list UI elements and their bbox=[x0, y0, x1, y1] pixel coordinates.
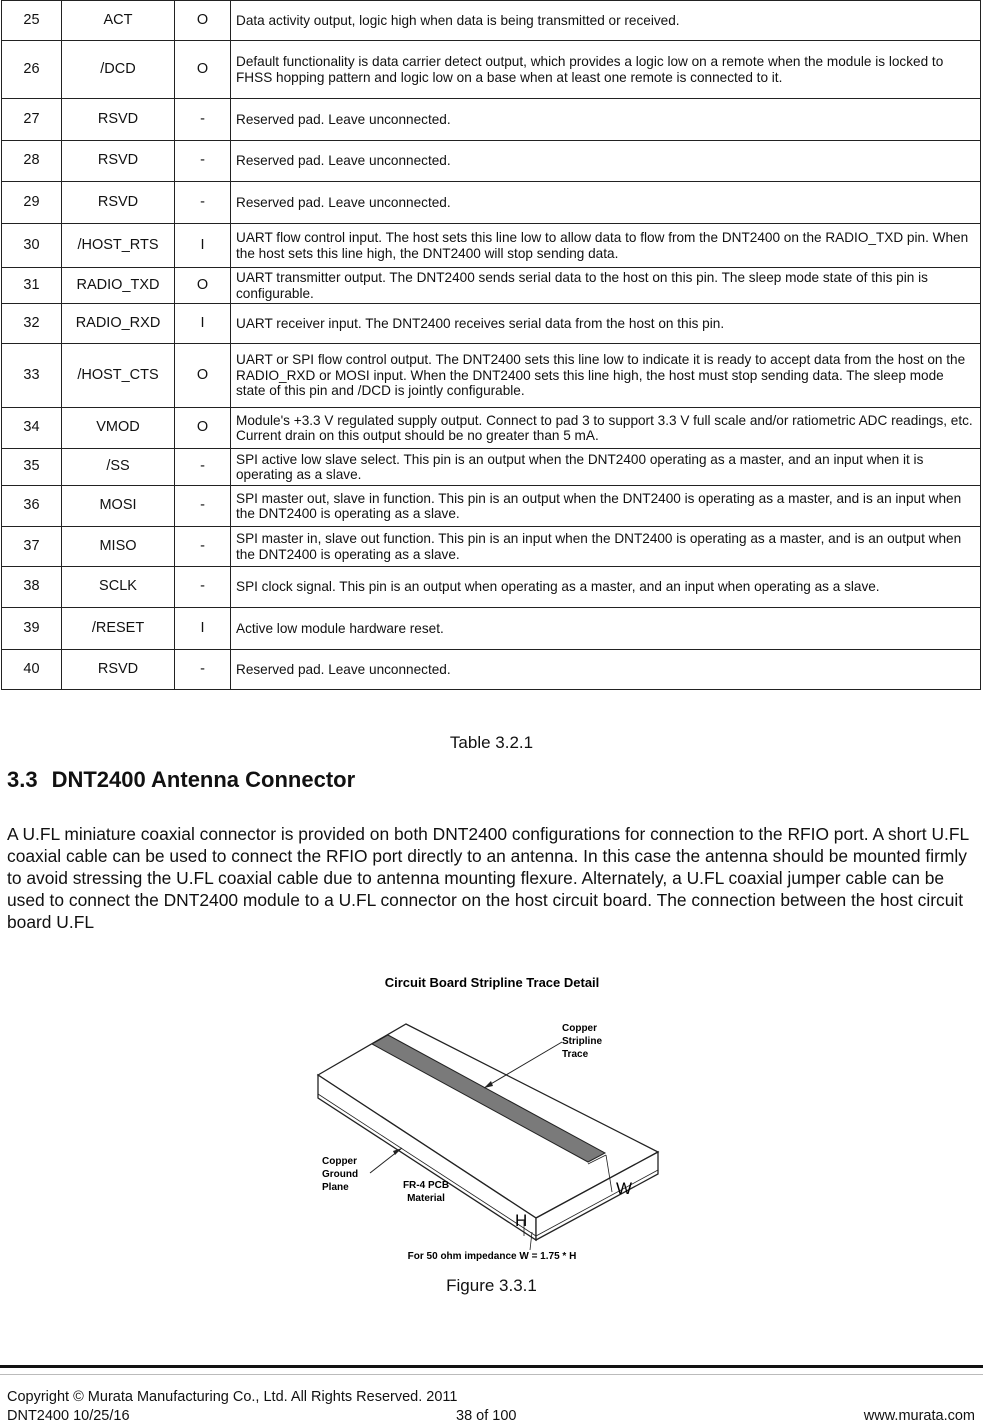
table-row bbox=[2, 99, 981, 141]
pin-number-cell: 32 bbox=[2, 304, 62, 344]
pin-name-cell: /RESET bbox=[62, 608, 175, 650]
footer-copyright: Copyright © Murata Manufacturing Co., Ltd. All Rights Reserved. 2011 bbox=[7, 1389, 458, 1405]
ground-label bbox=[322, 1156, 358, 1193]
trace-leader-line bbox=[484, 1042, 562, 1088]
figure-title: Circuit Board Stripline Trace Detail bbox=[384, 975, 600, 990]
table-row bbox=[2, 650, 981, 690]
pin-direction-cell: O bbox=[175, 344, 231, 408]
pin-direction-cell: I bbox=[175, 608, 231, 650]
pin-direction-cell: O bbox=[175, 268, 231, 304]
figure-caption: Figure 3.3.1 bbox=[446, 1276, 537, 1295]
pin-description-cell: Reserved pad. Leave unconnected. bbox=[231, 141, 981, 182]
pin-description-cell: UART flow control input. The host sets this line low to allow data to flow from the DNT2400 on the RADIO_TXD pin. When the host sets this line high, the DNT2400 will stop sending data. bbox=[231, 224, 981, 268]
section-heading bbox=[7, 767, 355, 793]
pin-description-cell: Active low module hardware reset. bbox=[231, 608, 981, 650]
pin-number-cell: 36 bbox=[2, 486, 62, 527]
h-dimension-label: H bbox=[515, 1211, 528, 1230]
pin-description-cell: SPI active low slave select. This pin is an output when the DNT2400 operating as a master, and an input when it is operating as a slave. bbox=[231, 449, 981, 486]
pin-number-cell: 38 bbox=[2, 567, 62, 608]
pin-description-cell: Data activity output, logic high when data is being transmitted or received. bbox=[231, 1, 981, 41]
ground-label-line2: Ground bbox=[322, 1169, 359, 1180]
pin-description-cell: SPI clock signal. This pin is an output when operating as a master, and an input when operating as a slave. bbox=[231, 567, 981, 608]
pin-number-cell: 37 bbox=[2, 527, 62, 567]
pin-number-cell: 33 bbox=[2, 344, 62, 408]
material-label-line1: FR-4 PCB bbox=[402, 1180, 450, 1191]
table-row bbox=[2, 224, 981, 268]
pin-name-cell: RSVD bbox=[62, 141, 175, 182]
pin-name-cell: ACT bbox=[62, 1, 175, 41]
table-row bbox=[2, 268, 981, 304]
pin-direction-cell: - bbox=[175, 527, 231, 567]
section-number: 3.3 bbox=[7, 767, 38, 792]
pin-description-table bbox=[1, 0, 981, 690]
pin-table-body bbox=[2, 1, 981, 690]
pin-direction-cell: - bbox=[175, 567, 231, 608]
table-row bbox=[2, 1, 981, 41]
pin-name-cell: /HOST_RTS bbox=[62, 224, 175, 268]
table-row bbox=[2, 486, 981, 527]
pin-number-cell: 34 bbox=[2, 408, 62, 449]
pin-name-cell: /HOST_CTS bbox=[62, 344, 175, 408]
pin-direction-cell: O bbox=[175, 41, 231, 99]
footer-divider-thin bbox=[0, 1374, 983, 1375]
pin-number-cell: 25 bbox=[2, 1, 62, 41]
pin-name-cell: /SS bbox=[62, 449, 175, 486]
pin-direction-cell: O bbox=[175, 408, 231, 449]
trace-label-line3: Trace bbox=[562, 1049, 589, 1060]
pin-direction-cell: O bbox=[175, 1, 231, 41]
table-row bbox=[2, 449, 981, 486]
trace-label-line1: Copper bbox=[562, 1023, 597, 1034]
table-row bbox=[2, 41, 981, 99]
footer-divider bbox=[0, 1365, 983, 1368]
pin-description-cell: SPI master out, slave in function. This pin is an output when the DNT2400 is operating as a master, and is an input when the DNT2400 is operating as a slave. bbox=[231, 486, 981, 527]
impedance-note: For 50 ohm impedance W = 1.75 * H bbox=[407, 1251, 577, 1262]
pin-number-cell: 30 bbox=[2, 224, 62, 268]
pin-direction-cell: - bbox=[175, 99, 231, 141]
table-row bbox=[2, 344, 981, 408]
pin-number-cell: 27 bbox=[2, 99, 62, 141]
table-row bbox=[2, 527, 981, 567]
pin-description-cell: Module's +3.3 V regulated supply output. Connect to pad 3 to support 3.3 V full scale and/or ratiometric ADC readings, etc. Current drain on this output should be no greater than 5 mA. bbox=[231, 408, 981, 449]
pin-direction-cell: - bbox=[175, 182, 231, 224]
pin-name-cell: RADIO_TXD bbox=[62, 268, 175, 304]
pin-description-cell: SPI master in, slave out function. This pin is an input when the DNT2400 is operating as a master, and is an output when the DNT2400 is operating as a slave. bbox=[231, 527, 981, 567]
pin-name-cell: RSVD bbox=[62, 99, 175, 141]
pin-description-cell: UART receiver input. The DNT2400 receives serial data from the host on this pin. bbox=[231, 304, 981, 344]
stripline-figure bbox=[300, 968, 685, 1268]
pin-name-cell: RSVD bbox=[62, 650, 175, 690]
pin-direction-cell: - bbox=[175, 486, 231, 527]
footer-page-number: 38 of 100 bbox=[456, 1408, 517, 1424]
trace-label-line2: Stripline bbox=[562, 1036, 603, 1047]
pin-name-cell: /DCD bbox=[62, 41, 175, 99]
footer-document-id: DNT2400 10/25/16 bbox=[7, 1408, 130, 1424]
pin-number-cell: 35 bbox=[2, 449, 62, 486]
pin-number-cell: 40 bbox=[2, 650, 62, 690]
pin-direction-cell: - bbox=[175, 141, 231, 182]
pin-name-cell: RADIO_RXD bbox=[62, 304, 175, 344]
table-row bbox=[2, 304, 981, 344]
trace-label bbox=[562, 1023, 602, 1060]
body-paragraph: A U.FL miniature coaxial connector is provided on both DNT2400 configurations for connection to the RFIO port. A short U.FL coaxial cable can be used to connect the RFIO port directly to an antenna. In this case the antenna should be mounted firmly to avoid stressing the U.FL coaxial cable due to antenna mounting flexure. Alternately, a U.FL coaxial jumper cable can be used to connect the DNT2400 module to a U.FL connector on the host circuit board. The connection between the host circuit board U.FL bbox=[7, 824, 969, 932]
pin-description-cell: UART transmitter output. The DNT2400 sends serial data to the host on this pin. The sleep mode state of this pin is configurable. bbox=[231, 268, 981, 304]
pin-name-cell: SCLK bbox=[62, 567, 175, 608]
pin-direction-cell: I bbox=[175, 224, 231, 268]
pin-name-cell: MOSI bbox=[62, 486, 175, 527]
table-row bbox=[2, 408, 981, 449]
pin-description-cell: Default functionality is data carrier detect output, which provides a logic low on a remote when the module is locked to FHSS hopping pattern and logic low on a base when at least one remote is connected to it. bbox=[231, 41, 981, 99]
pin-description-cell: UART or SPI flow control output. The DNT2400 sets this line low to indicate it is ready to accept data from the host on the RADIO_RXD or MOSI input. When the DNT2400 sets this line high, the host must stop sending data. The sleep mode state of this pin and /DCD is jointly configurable. bbox=[231, 344, 981, 408]
w-dimension-label: W bbox=[616, 1179, 633, 1198]
material-label-line2: Material bbox=[407, 1193, 445, 1204]
table-caption: Table 3.2.1 bbox=[449, 733, 534, 752]
pin-number-cell: 29 bbox=[2, 182, 62, 224]
table-row bbox=[2, 182, 981, 224]
pin-number-cell: 28 bbox=[2, 141, 62, 182]
pin-description-cell: Reserved pad. Leave unconnected. bbox=[231, 99, 981, 141]
pin-description-cell: Reserved pad. Leave unconnected. bbox=[231, 650, 981, 690]
pin-name-cell: MISO bbox=[62, 527, 175, 567]
pin-number-cell: 31 bbox=[2, 268, 62, 304]
table-row bbox=[2, 608, 981, 650]
table-row bbox=[2, 567, 981, 608]
pin-direction-cell: I bbox=[175, 304, 231, 344]
footer-url: www.murata.com bbox=[863, 1408, 975, 1424]
pin-description-cell: Reserved pad. Leave unconnected. bbox=[231, 182, 981, 224]
pin-direction-cell: - bbox=[175, 449, 231, 486]
pin-direction-cell: - bbox=[175, 650, 231, 690]
pin-number-cell: 26 bbox=[2, 41, 62, 99]
material-label bbox=[403, 1180, 449, 1204]
ground-label-line3: Plane bbox=[322, 1182, 349, 1193]
pin-name-cell: RSVD bbox=[62, 182, 175, 224]
pin-name-cell: VMOD bbox=[62, 408, 175, 449]
ground-label-line1: Copper bbox=[322, 1156, 357, 1167]
section-title: DNT2400 Antenna Connector bbox=[51, 767, 356, 792]
pin-number-cell: 39 bbox=[2, 608, 62, 650]
table-row bbox=[2, 141, 981, 182]
